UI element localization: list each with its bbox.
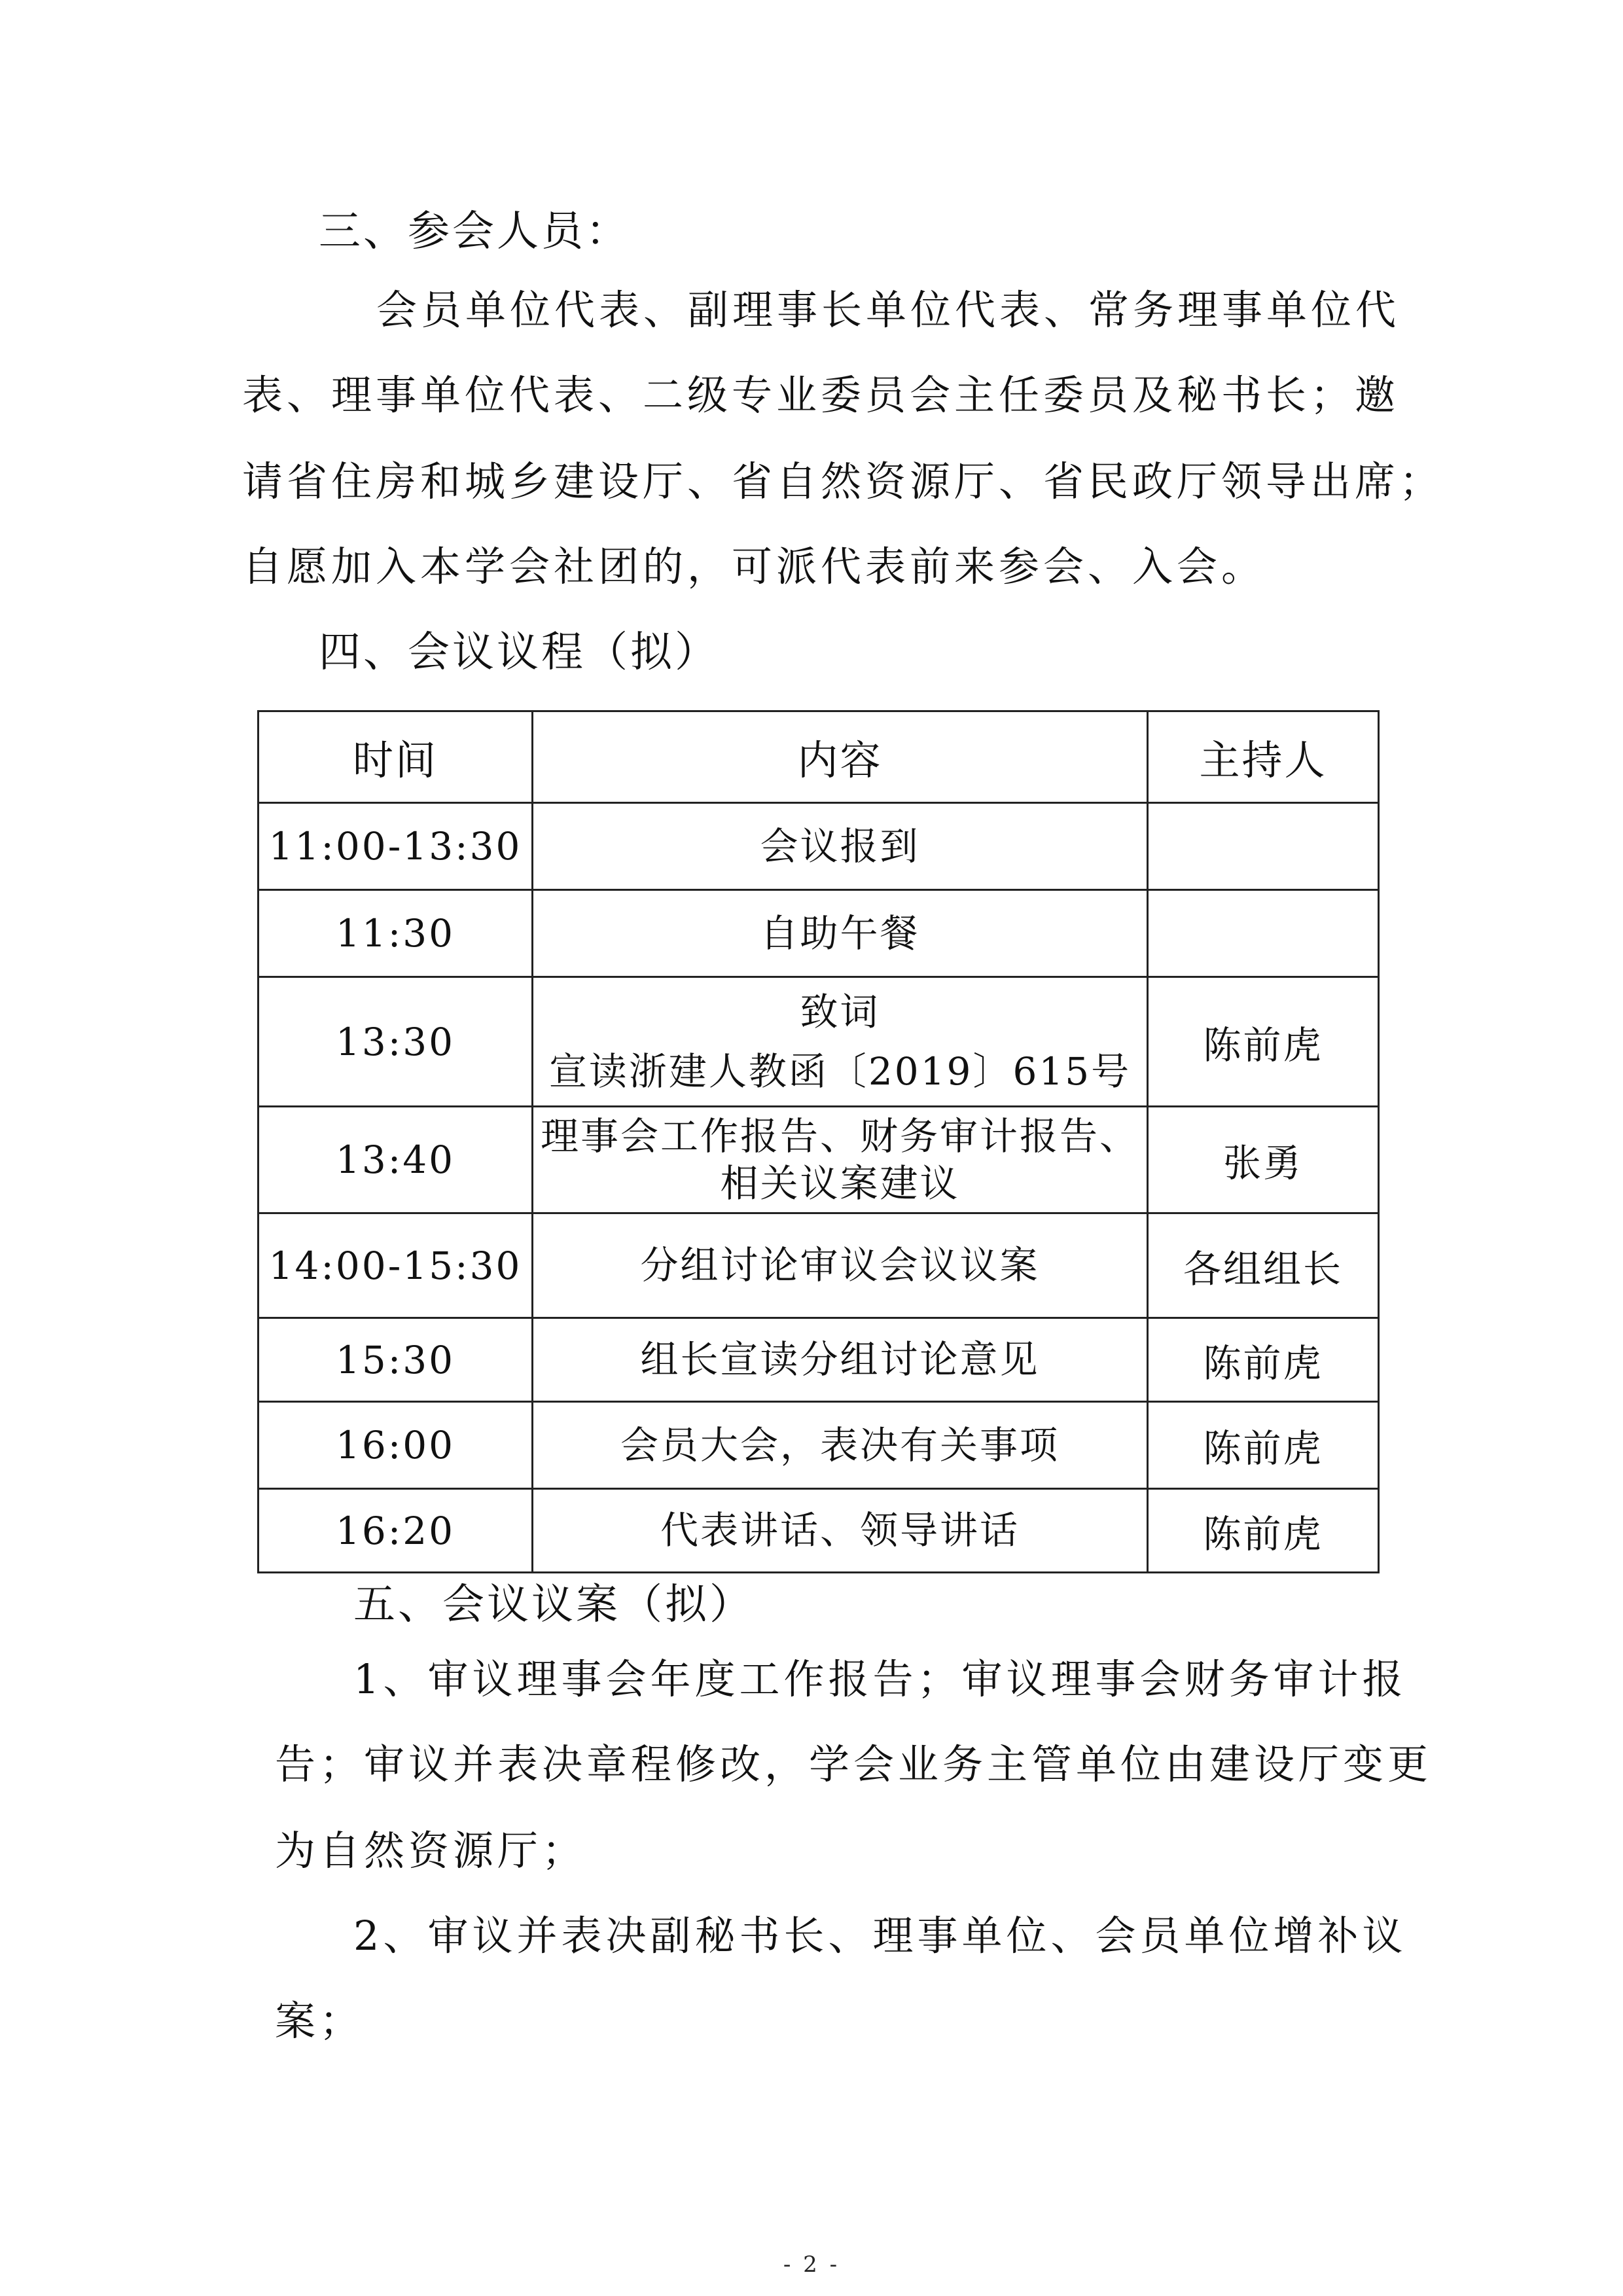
- content-line: 自助午餐: [760, 910, 920, 956]
- time-cell: 11:30: [259, 890, 533, 977]
- content-line: 会员大会，表决有关事项: [620, 1422, 1060, 1467]
- paragraph-line: 为自然资源厅；: [275, 1827, 587, 1874]
- host-cell: [1148, 803, 1379, 890]
- time-cell: 14:00-15:30: [259, 1213, 533, 1318]
- content-line: 分组讨论审议会议议案: [640, 1243, 1040, 1288]
- content-line: 致词: [800, 990, 880, 1034]
- content-line: 宣读浙建人教函〔2019〕615号: [548, 1049, 1132, 1094]
- content-cell: [533, 1402, 1148, 1489]
- table-row: [259, 1107, 1379, 1213]
- time-cell: 13:40: [259, 1107, 533, 1213]
- host-cell: 陈前虎: [1148, 1489, 1379, 1573]
- table-row: [259, 1318, 1379, 1402]
- content-line: 相关议案建议: [720, 1161, 960, 1206]
- content-line: 理事会工作报告、财务审计报告、: [540, 1113, 1139, 1158]
- table-row: [259, 803, 1379, 890]
- table-row: [259, 977, 1379, 1107]
- table-header-row: [259, 711, 1379, 803]
- content-line: 组长宣读分组讨论意见: [640, 1337, 1040, 1382]
- table-row: [259, 1213, 1379, 1318]
- column-header-content: 内容: [533, 711, 1148, 803]
- section-heading-attendees: 三、参会人员：: [319, 207, 630, 256]
- table-row: [259, 890, 1379, 977]
- column-header-host: 主持人: [1148, 711, 1379, 803]
- host-cell: 陈前虎: [1148, 1402, 1379, 1489]
- time-cell: 11:00-13:30: [259, 803, 533, 890]
- page-number: - 2 -: [783, 2251, 840, 2278]
- section-heading-agenda: 四、会议议程（拟）: [319, 628, 719, 677]
- content-cell: [533, 1213, 1148, 1318]
- paragraph-line: 1、审议理事会年度工作报告；审议理事会财务审计报: [353, 1655, 1407, 1703]
- content-cell: [533, 803, 1148, 890]
- content-cell: [533, 1489, 1148, 1573]
- host-cell: 张勇: [1148, 1107, 1379, 1213]
- content-cell: [533, 1107, 1148, 1213]
- host-cell: [1148, 890, 1379, 977]
- paragraph-line: 表、理事单位代表、二级专业委员会主任委员及秘书长；邀: [242, 371, 1400, 419]
- host-cell: 各组组长: [1148, 1213, 1379, 1318]
- paragraph-line: 请省住房和城乡建设厅、省自然资源厅、省民政厅领导出席；: [242, 457, 1444, 505]
- time-cell: 13:30: [259, 977, 533, 1107]
- time-cell: 16:00: [259, 1402, 533, 1489]
- content-line: 会议报到: [760, 823, 920, 869]
- content-cell: [533, 1318, 1148, 1402]
- time-cell: 16:20: [259, 1489, 533, 1573]
- table-row: [259, 1489, 1379, 1573]
- paragraph-line: 2、审议并表决副秘书长、理事单位、会员单位增补议: [353, 1912, 1407, 1960]
- host-cell: 陈前虎: [1148, 977, 1379, 1107]
- paragraph-line: 会员单位代表、副理事长单位代表、常务理事单位代: [376, 286, 1400, 334]
- host-cell: 陈前虎: [1148, 1318, 1379, 1402]
- column-header-time: 时间: [259, 711, 533, 803]
- time-cell: 15:30: [259, 1318, 533, 1402]
- section-heading-motions: 五、会议议案（拟）: [353, 1581, 754, 1629]
- content-cell: [533, 890, 1148, 977]
- content-line: 代表讲话、领导讲话: [660, 1508, 1020, 1553]
- paragraph-line: 告；审议并表决章程修改，学会业务主管单位由建设厅变更: [275, 1740, 1433, 1788]
- paragraph-line: 案；: [275, 1997, 365, 2045]
- content-cell: [533, 977, 1148, 1107]
- agenda-table: [257, 710, 1380, 1573]
- paragraph-line: 自愿加入本学会社团的，可派代表前来参会、入会。: [242, 543, 1266, 590]
- table-row: [259, 1402, 1379, 1489]
